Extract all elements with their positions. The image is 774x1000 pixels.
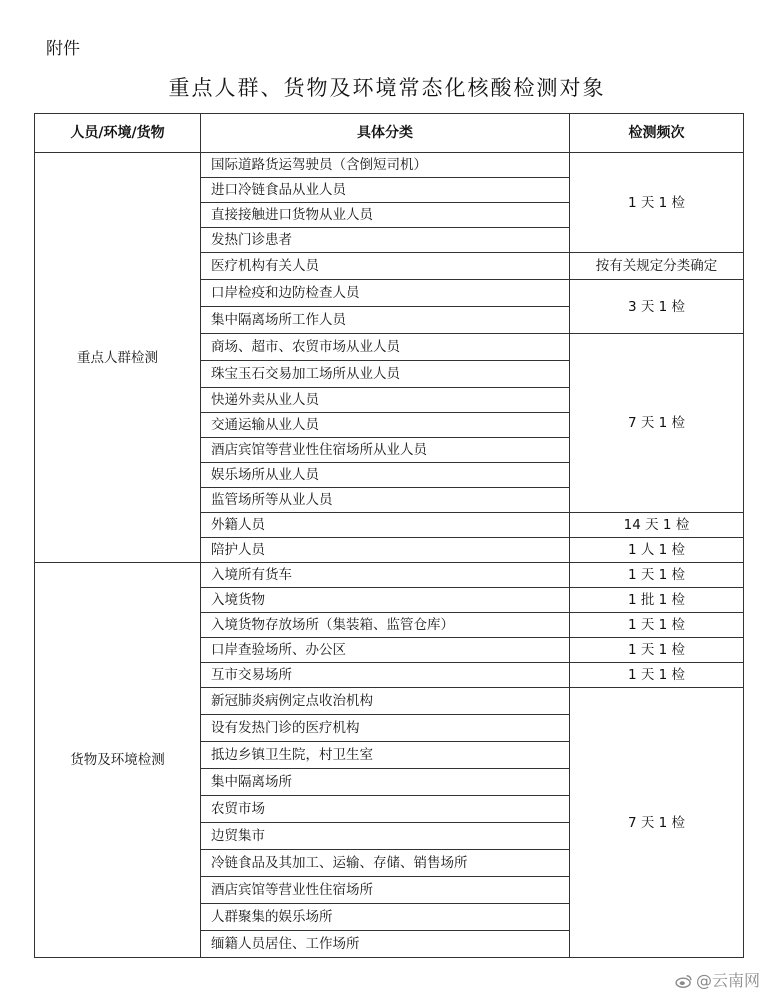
row-label: 冷链食品及其加工、运输、存储、销售场所 <box>201 850 570 877</box>
row-label: 直接接触进口货物从业人员 <box>201 203 570 228</box>
row-label: 医疗机构有关人员 <box>201 253 570 280</box>
row-label: 集中隔离场所 <box>201 769 570 796</box>
group-goods-environment: 货物及环境检测 <box>35 563 201 958</box>
row-label: 陪护人员 <box>201 538 570 563</box>
row-label: 监管场所等从业人员 <box>201 488 570 513</box>
row-label: 娱乐场所从业人员 <box>201 463 570 488</box>
frequency-cell: 14 天 1 检 <box>570 513 744 538</box>
table-row <box>35 563 744 588</box>
frequency-cell: 1 人 1 检 <box>570 538 744 563</box>
frequency-cell: 1 批 1 检 <box>570 588 744 613</box>
detection-table <box>34 113 744 958</box>
attachment-label: 附件 <box>46 39 80 59</box>
row-label: 入境货物 <box>201 588 570 613</box>
row-label: 缅籍人员居住、工作场所 <box>201 931 570 958</box>
row-label: 进口冷链食品从业人员 <box>201 178 570 203</box>
table-row <box>35 153 744 178</box>
weibo-icon <box>675 974 693 988</box>
frequency-cell: 7 天 1 检 <box>570 688 744 958</box>
row-label: 抵边乡镇卫生院，村卫生室 <box>201 742 570 769</box>
row-label: 国际道路货运驾驶员（含倒短司机） <box>201 153 570 178</box>
header-row <box>35 114 744 153</box>
header-frequency: 检测频次 <box>570 114 744 153</box>
frequency-cell: 1 天 1 检 <box>570 613 744 638</box>
group-key-population: 重点人群检测 <box>35 153 201 563</box>
header-detail: 具体分类 <box>201 114 570 153</box>
frequency-cell: 1 天 1 检 <box>570 638 744 663</box>
row-label: 酒店宾馆等营业性住宿场所从业人员 <box>201 438 570 463</box>
row-label: 发热门诊患者 <box>201 228 570 253</box>
row-label: 外籍人员 <box>201 513 570 538</box>
row-label: 新冠肺炎病例定点收治机构 <box>201 688 570 715</box>
row-label: 农贸市场 <box>201 796 570 823</box>
row-label: 口岸检疫和边防检查人员 <box>201 280 570 307</box>
row-label: 入境所有货车 <box>201 563 570 588</box>
row-label: 酒店宾馆等营业性住宿场所 <box>201 877 570 904</box>
row-label: 入境货物存放场所（集装箱、监管仓库） <box>201 613 570 638</box>
row-label: 快递外卖从业人员 <box>201 388 570 413</box>
frequency-cell: 7 天 1 检 <box>570 334 744 513</box>
frequency-cell: 3 天 1 检 <box>570 280 744 334</box>
frequency-cell: 1 天 1 检 <box>570 663 744 688</box>
row-label: 互市交易场所 <box>201 663 570 688</box>
frequency-cell: 按有关规定分类确定 <box>570 253 744 280</box>
row-label: 边贸集市 <box>201 823 570 850</box>
source-watermark <box>675 968 760 991</box>
header-category: 人员/环境/货物 <box>35 114 201 153</box>
row-label: 集中隔离场所工作人员 <box>201 307 570 334</box>
row-label: 设有发热门诊的医疗机构 <box>201 715 570 742</box>
row-label: 口岸查验场所、办公区 <box>201 638 570 663</box>
frequency-cell: 1 天 1 检 <box>570 563 744 588</box>
page-title: 重点人群、货物及环境常态化核酸检测对象 <box>168 76 606 100</box>
row-label: 商场、超市、农贸市场从业人员 <box>201 334 570 361</box>
frequency-cell: 1 天 1 检 <box>570 153 744 253</box>
row-label: 人群聚集的娱乐场所 <box>201 904 570 931</box>
row-label: 交通运输从业人员 <box>201 413 570 438</box>
watermark-text: @云南网 <box>695 971 760 990</box>
row-label: 珠宝玉石交易加工场所从业人员 <box>201 361 570 388</box>
